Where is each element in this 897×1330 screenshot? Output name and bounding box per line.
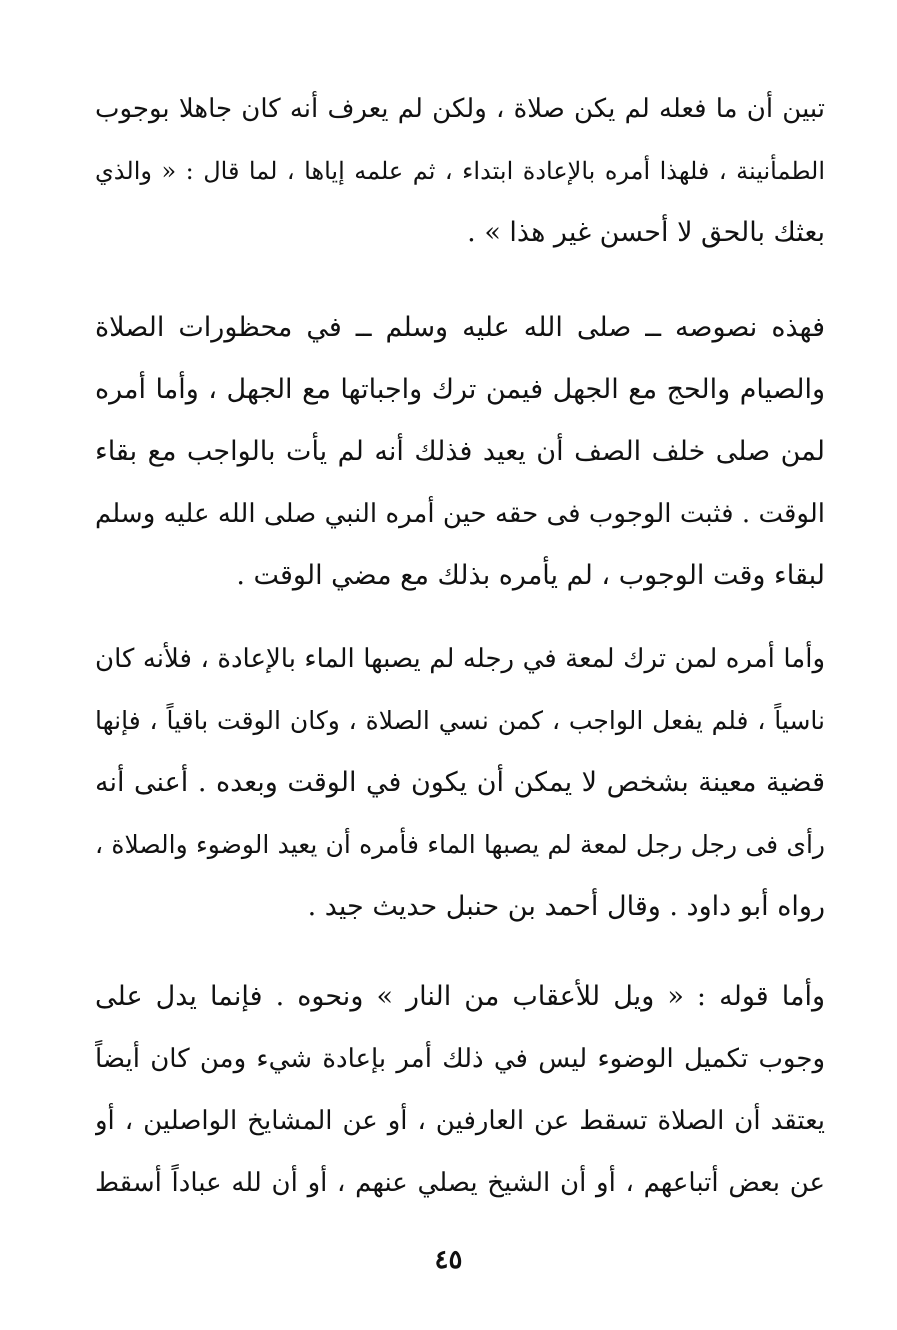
text-line: قضية معينة بشخص لا يمكن أن يكون في الوقت وبعده . أعنى أنه [95, 767, 825, 798]
text-line: يعتقد أن الصلاة تسقط عن العارفين ، أو عن المشايخ الواصلين ، أو [95, 1106, 825, 1136]
text-line: تبين أن ما فعله لم يكن صلاة ، ولكن لم يعرف أنه كان جاهلا بوجوب [95, 94, 825, 124]
text-line: بعثك بالحق لا أحسن غير هذا » . [467, 217, 825, 248]
text-line: رأى فى رجل رجل لمعة لم يصبها الماء فأمره أن يعيد الوضوء والصلاة ، [95, 830, 825, 859]
text-line: والصيام والحج مع الجهل فيمن ترك واجباتها مع الجهل ، وأما أمره [95, 374, 825, 405]
text-line: وأما قوله : « ويل للأعقاب من النار » ونحوه . فإنما يدل على [95, 981, 825, 1012]
text-line: وأما أمره لمن ترك لمعة في رجله لم يصبها الماء بالإعادة ، فلأنه كان [95, 644, 825, 674]
paragraph-4 [95, 966, 825, 1214]
page-number: ٤٥ [434, 1245, 463, 1275]
text-line: الطمأنينة ، فلهذا أمره بالإعادة ابتداء ، ثم علمه إياها ، لما قال : « والذي [95, 157, 825, 185]
paragraph-1 [95, 78, 825, 264]
text-line: لبقاء وقت الوجوب ، لم يأمره بذلك مع مضي الوقت . [236, 560, 825, 591]
text-line: وجوب تكميل الوضوء ليس في ذلك أمر بإعادة شيء ومن كان أيضاً [95, 1044, 825, 1074]
paragraph-2 [95, 297, 825, 607]
paragraph-3 [95, 628, 825, 938]
text-line: فهذه نصوصه ــ صلى الله عليه وسلم ــ في محظورات الصلاة [95, 312, 825, 343]
text-line: عن بعض أتباعهم ، أو أن الشيخ يصلي عنهم ، أو أن لله عباداً أسقط [95, 1168, 825, 1198]
text-line: ناسياً ، فلم يفعل الواجب ، كمن نسي الصلاة ، وكان الوقت باقياً ، فإنها [95, 706, 825, 735]
text-line: الوقت . فثبت الوجوب فى حقه حين أمره النبي صلى الله عليه وسلم [95, 499, 825, 529]
text-line: رواه أبو داود . وقال أحمد بن حنبل حديث جيد . [307, 891, 825, 922]
text-line: لمن صلى خلف الصف أن يعيد فذلك أنه لم يأت بالواجب مع بقاء [95, 436, 825, 467]
